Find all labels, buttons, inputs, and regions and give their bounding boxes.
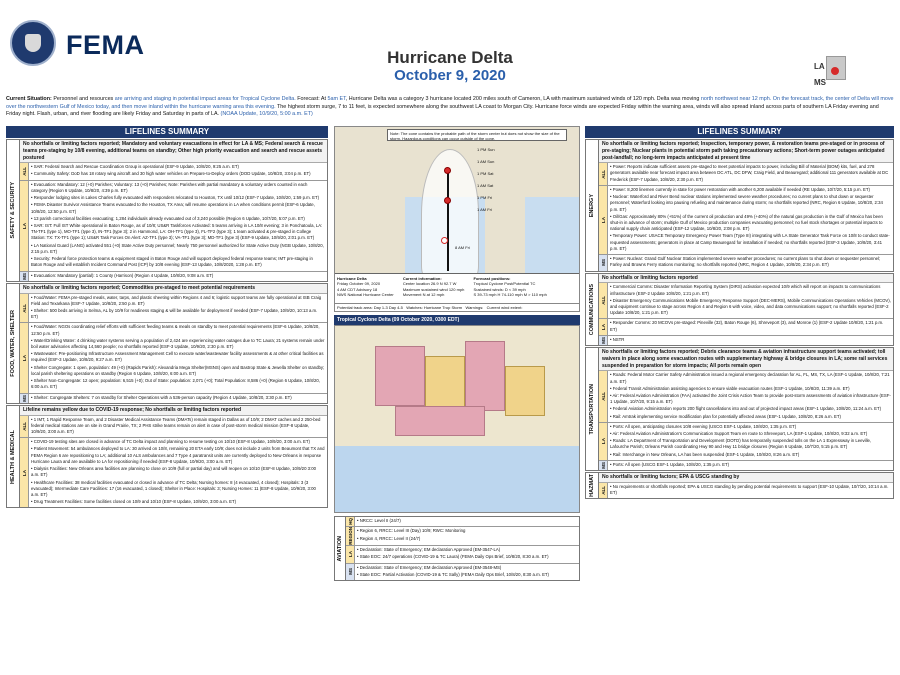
food-label: FOOD, WATER, SHELTER bbox=[10, 309, 16, 377]
hazmat-sector bbox=[585, 472, 894, 499]
comms-ms-list bbox=[610, 337, 891, 343]
bullet-item: • Rail: Amtrak implementing service modification plan for potentially affected areas (ESF-1 Update, 10/8/20, 8:26 a.m. ET) bbox=[610, 414, 891, 420]
bullet-item: • Roads: LA Department of Transportation and Development (DOTD) has temporarily suspended tolls on the LA 1 Expressway in Leeville, Lafourche Parish; Orleans Parish coordinating Hwy 90 and Hwy 11 bridge closures (Region 6 Update, 10/7/20, 5:15 p.m. ET) bbox=[610, 438, 891, 450]
time-label: 1 PM Sun bbox=[477, 147, 495, 152]
ops-label-cell bbox=[335, 517, 346, 580]
lifelines-title-left: LIFELINES SUMMARY bbox=[6, 126, 328, 138]
energy-la-list bbox=[610, 187, 891, 252]
communications-sector bbox=[585, 273, 894, 347]
forecast-point-icon bbox=[444, 197, 451, 204]
bullet-item: • Declaration: State of Emergency; EM declaration Approved (EM-3547-LA) bbox=[357, 547, 577, 553]
energy-label-cell bbox=[586, 140, 599, 271]
bullet-item: • Commercial Comms: Disaster Information Reporting System (DIRS) activation expected 10/9 which will report on impacts to communications infrastructure (ESF-2 Update 10/8/20, 1:21 p.m. ET) bbox=[610, 284, 891, 296]
bullet-item: • Declaration: State of Emergency; EM declaration Approved (EM-3548-MS) bbox=[357, 565, 577, 571]
legend-wind-extent: Current wind extent: bbox=[486, 305, 523, 310]
tag-hq-label: HQ bbox=[347, 518, 353, 526]
food-label-cell bbox=[7, 284, 20, 403]
tag-la bbox=[346, 546, 355, 562]
bullet-item: • Federal Aviation Administration reports 200 flight cancellations into and out of projected impact areas (ESF-1 Update, 10/8/20, 11:24 a.m. ET) bbox=[610, 406, 891, 412]
bullet-item: • Dialysis Facilities: New Orleans area facilities are planning to close on 10/9 (full or partial day) and will reopen on 10/10 (ESF-8 Update, 10/9/20 3:00 a.m. ET) bbox=[31, 466, 325, 478]
county-area bbox=[375, 346, 425, 406]
bullet-item: • SAR: IST: Full IST White operational in Baton Rouge, as of 10/8; US&R Taskforces Activated: 5 teams arriving in LA 10/8 evening; 3 in Ponchatoula, LA: TN-TF1 (type 1), MO-TF1 (type 3), IN-TF1 (type 3); 2 in Hammond, LA: OH-TF1 (type 3), FL-TF2 (type 3); 1 team activated & pre-staged in College Station: TX: TX-TF1 (type 1); US&R Task Forces On Alert: AZ-TF1 (type 3); VA-TF1 (type 3); MD-TF1 (type 3) (ESF-9 Update, 10/9/20, 2:01 p.m. ET) bbox=[31, 223, 325, 242]
legend-current: Current information: bbox=[402, 276, 442, 281]
bullet-item: • Food/Water: NGOs coordinating relief efforts with sufficient feeding teams & meals on standby to meet potential requirements (ESF-6 Update, 10/8/20, 12:50 p.m. ET) bbox=[31, 324, 325, 336]
county-area bbox=[465, 341, 505, 411]
tag-all bbox=[20, 416, 29, 438]
bullet-item: • Oil/Gas: Approximately 80% (+51%) of the current oil production and 49% (+40%) of the natural gas production in the Gulf of Mexico has been shut-in in advance of storm; multiple Gulf of Mexico production companies evacuating personnel; no fuel stock shortages or potential impacts to national supply chain anticipated (ESF-12 Update, 10/8/20, 2:08 p.m. ET) bbox=[610, 214, 891, 233]
hazmat-label-cell bbox=[586, 473, 599, 498]
bullet-item: • LA National Guard (LANG) activated 551 (+0) State Active Duty personnel; Nearly 750 personnel authorized for State Active Duty (NGB Update, 10/8/20, 2:15 p.m. ET) bbox=[31, 243, 325, 255]
safety-la-list bbox=[31, 182, 325, 269]
current-situation-label: Current Situation: bbox=[6, 96, 52, 102]
legend-col-2 bbox=[403, 276, 465, 298]
bullet-item: • Power: 8,200 linemen currently in state for power restoration with another 6,200 available if needed (RE Update, 10/7/20, 5:15 p.m. ET) bbox=[610, 187, 891, 193]
bullet-item: • Responder lodging sites in Lakes Charles fully evacuated with responders relocated to Houston, TX until 10/12 (ESF-7 Update, 10/8/20, 1:59 p.m. ET) bbox=[31, 195, 325, 201]
time-label: 1 AM Fri bbox=[477, 207, 492, 212]
legend-fp3: Sustained winds: bbox=[473, 286, 504, 292]
bullet-item: • COVID-19 testing sites are closed in advance of TC Delta impact and planning to resume testing on 10/10 (ESF-8 Update, 10/9/20, 3:00 a.m. ET) bbox=[31, 439, 325, 445]
tag-ms bbox=[20, 272, 29, 281]
ms-label: MS bbox=[814, 78, 826, 87]
bullet-item: • Roads: Federal Motor Carrier Safety Administration issued a regional emergency declaration for AL, FL, MS, TX, LA (ESF-1 Update, 10/8/20, 7:21 a.m. ET) bbox=[610, 372, 891, 384]
county-map-title: Tropical Cyclone Delta (09 October 2020, 0300 EDT) bbox=[334, 315, 580, 325]
bullet-item: • Food/Water: FEMA pre-staged meals, water, tarps, and plastic sheeting within Regions 4 and 6; logistic support teams are fully operational at ISB Craig Field and Texarkana (ESF-7 Update, 10/8/20, 2:50 p.m. ET) bbox=[31, 295, 325, 307]
tag-all-label: ALL bbox=[600, 486, 606, 495]
lifelines-left-column bbox=[6, 126, 328, 509]
legend-watches: Watches: bbox=[406, 305, 423, 310]
cs-text-1-blue: are arriving and staging in potential impact areas for Tropical Cyclone Delta. bbox=[114, 96, 296, 102]
hazmat-label: HAZMAT bbox=[589, 474, 595, 498]
ops-hq-list bbox=[357, 518, 577, 524]
header bbox=[0, 0, 900, 88]
tag-all-label: ALL bbox=[600, 392, 606, 401]
hazmat-head: No shortfalls or limiting factors; EPA & USCG standing by bbox=[599, 473, 893, 483]
bullet-item: • Healthcare Facilities: 38 medical facilities evacuated or closed in advance of TC Delta; Nursing homes: 8 (4 evacuated, 4 closed); Hospitals: 3 (3 evacuated); Intermediate Care Facilities: 17 (16 evacuated, 1 closed); Shelter in Place: Hospitals: 3; Nursing Homes: 11 (ESF-8 Update, 10/9/20, 3:00 a.m. ET) bbox=[31, 480, 325, 499]
safety-head: No shortfalls or limiting factors reported; Mandatory and voluntary evacuations in effect for LA & MS; Federal search & rescue teams pre-staging by 10/8 evening, additional teams on standby; Other high priority evacuation and search and rescue assets postured bbox=[20, 140, 327, 163]
food-la-list bbox=[31, 324, 325, 390]
land-florida bbox=[485, 187, 525, 277]
legend-col-1 bbox=[337, 276, 394, 298]
legend-day13: Day 1-3 bbox=[373, 305, 388, 310]
tag-ms bbox=[599, 336, 608, 345]
tag-la bbox=[20, 181, 29, 271]
bullet-item: • Air: Federal Aviation Administration (FAA) activated the Joint Crisis Action Team to provide post-storm assessments of aviation infrastructure (ESF-1 Update, 10/7/20, 9:15 a.m. ET) bbox=[610, 393, 891, 405]
tag-hq bbox=[346, 517, 355, 526]
bullet-item: • Ports: All open (USCG ESF-1 Update, 10/8/20, 1:35 p.m. ET) bbox=[610, 462, 891, 468]
bullet-item: • Shelter: 500 beds arriving in Selma, AL by 10/9 for readiness staging & will be available for deployment if needed (ESF-7 Update, 10/9/20, 10:13 a.m. ET) bbox=[31, 308, 325, 320]
tag-la-label: LA bbox=[21, 469, 27, 476]
bullet-item: • 13 parish correctional facilities evacuating; 1,284 individuals already evacuated out of 3,240 possible (Region 6 Update, 10/7/20, 5:07 p.m. ET) bbox=[31, 216, 325, 222]
tag-la-label: LA bbox=[600, 438, 606, 445]
fema-logo: FEMA bbox=[66, 30, 145, 60]
tag-la-label: LA bbox=[21, 354, 27, 361]
bullet-item: • Patient Movement: 54 ambulances deployed to LA: 30 arrived on 10/8, remaining 20 ETA early 10/9; does not include 2 units from Beaumont that TX and FEMA Region 6 are repositioning to LA; additional 10 ALS ambulances and 7 Type 4 paratransit units are currently deployed to New Orleans in response Hurricane Laura and are available to LA for repositioning if needed (ESF-8 Update, 10/9/20, 3:00 a.m. ET) bbox=[31, 446, 325, 465]
tag-all-label: ALL bbox=[600, 169, 606, 179]
health-label: HEALTH & MEDICAL bbox=[10, 429, 16, 484]
ops-ms-list bbox=[357, 565, 577, 578]
cone-legend-bottom bbox=[334, 304, 580, 312]
bullet-item: • Water/Drinking Water: 4 drinking water systems serving a population of 2,424 are experiencing water outages due to TC Laura; 21 systems remain under boil water advisories affecting 14,560 people; no shortfalls reported (ESF-3 Update, 10/9/20, 2:30 p.m. ET) bbox=[31, 338, 325, 350]
comms-all-list bbox=[610, 284, 891, 316]
comms-label-cell bbox=[586, 274, 599, 346]
ops-region-list bbox=[357, 528, 577, 541]
tag-la bbox=[20, 438, 29, 507]
tag-ms-label: MS bbox=[600, 259, 606, 267]
ops-la-list bbox=[357, 547, 577, 560]
tag-ms bbox=[20, 394, 29, 403]
safety-security-sector bbox=[6, 139, 328, 282]
cs-source: (NOAA Update, 10/9/20, 5:00 a.m. ET) bbox=[219, 111, 313, 118]
legend-movement: Movement N at 12 mph bbox=[402, 292, 445, 298]
page-title: Hurricane Delta bbox=[387, 48, 513, 67]
legend-nws: NWS National Hurricane Center bbox=[337, 292, 394, 298]
ops-label: AVIATION bbox=[337, 535, 343, 562]
bullet-item: • SAR: Federal Search and Rescue Coordination Group is operational (ESF-9 Update, 10/8/20, 9:25 a.m. ET) bbox=[31, 164, 325, 170]
transportation-sector bbox=[585, 347, 894, 471]
legend-title: Hurricane Delta bbox=[337, 276, 367, 281]
bullet-item: • Disaster Emergency Communications Mobile Emergency Response Support (DEC-MERS), Mobile Communications Operations Vehicles (MCOV), and equipment continue to stage across Region 4 and Region 6 with voice, video, and data communications support; no shortfalls reported (ESF-2 Update 10/8/20, 1:21 p.m. ET) bbox=[610, 298, 891, 317]
bullet-item: • Shelter: Congregate Shelters: 7 on standby for Shelter Operations with a 536-person capacity (Region 4 Update, 10/8/20, 3:30 p.m. ET) bbox=[31, 395, 325, 401]
bullet-item: • Ports: All open, anticipating closures 10/8 evening (USCG ESF-1 Update, 10/8/20, 1:35 p.m. ET) bbox=[610, 424, 891, 430]
tag-ms bbox=[599, 255, 608, 270]
bullet-item: • State EOC: 24/7 operations (COVID-19 & TC Laura) (FEMA Daily Ops Brief, 10/8/20, 8:30 a.m. ET) bbox=[357, 554, 577, 560]
ms-locator-map bbox=[814, 78, 850, 88]
food-water-shelter-sector bbox=[6, 283, 328, 404]
health-medical-sector bbox=[6, 405, 328, 509]
legend-adv: 4 AM CDT Advisory 18 bbox=[337, 286, 378, 292]
food-all-list bbox=[31, 295, 325, 321]
time-label: 1 PM Fri bbox=[477, 195, 493, 200]
energy-ms-list bbox=[610, 256, 891, 268]
energy-label: ENERGY bbox=[589, 193, 595, 217]
legend-date: Friday October 09, 2020 bbox=[337, 281, 381, 287]
time-label: 1 PM Sat bbox=[477, 171, 494, 176]
comms-head: No shortfalls or limiting factors reported bbox=[599, 274, 893, 284]
tag-all bbox=[599, 283, 608, 318]
bullet-item: • Responder Comms: 20 MCOVs pre-staged: Pineville (32), Baton Rouge (6), Shreveport (3), and Monroe (1) (ESF-2 Update 10/8/20, 1:21 p.m. ET) bbox=[610, 320, 891, 332]
land-mexico bbox=[335, 187, 405, 277]
bullet-item: • No requirements or shortfalls reported; EPA & USCG standing by pending potential requirements to support (ESF-10 Update, 10/7/20, 10:14 a.m. ET) bbox=[610, 484, 891, 496]
tag-all bbox=[599, 483, 608, 498]
energy-sector bbox=[585, 139, 894, 272]
transport-ms-list bbox=[610, 462, 891, 468]
forecast-track bbox=[447, 171, 449, 271]
bullet-item: • Shelter Congregate: 1 open, population: 49 (+0) (Rapids Parish): Alexandria Mega Shelter(MSNS) open and Bastrop State & Jewella Shelter on standby; local parish sheltering operations on standby (Region 6 Update, 10/8/20, 6:00 a.m. ET) bbox=[31, 365, 325, 377]
energy-head: No shortfalls or limiting factors reported; Inspection, temporary power, & restoration teams pre-staged or in process of pre-staging; Nuclear plants in potential storm path taking precautionary actions; Short-term power outages anticipated post-landfall; no long-term impacts anticipated at present time bbox=[599, 140, 893, 163]
bullet-item: • Evacuation: Mandatory (partial): 1 County (Harrison) (Region 4 Update, 10/8/20, 9:08 a.m. ET) bbox=[31, 273, 325, 279]
legend-day45: Day 4-5 bbox=[388, 305, 403, 310]
nhc-cone-map bbox=[334, 126, 580, 304]
transport-la-list bbox=[610, 424, 891, 458]
legend-wind: Maximum sustained wind 120 mph bbox=[402, 286, 465, 292]
ops-status-table bbox=[334, 516, 580, 581]
tag-all bbox=[20, 163, 29, 179]
bullet-item: • Security: Federal force protection teams & equipment staged in Baton Rouge and will support deployed federal response teams; IMT pre-staging in Baton Rouge and will establish Incident Command Post (ICP) by 10/8 evening (ESF-13 Update, 10/8/2020, 1:28 p.m. ET) bbox=[31, 256, 325, 268]
tag-ms bbox=[346, 564, 355, 580]
transport-all-list bbox=[610, 372, 891, 420]
tag-la bbox=[599, 319, 608, 334]
health-label-cell bbox=[7, 406, 20, 508]
comms-label: COMMUNICATIONS bbox=[589, 283, 595, 335]
safety-label: SAFETY & SECURITY bbox=[10, 182, 16, 239]
tag-ms bbox=[599, 461, 608, 470]
cone-legend bbox=[335, 273, 580, 303]
page-date: October 9, 2020 bbox=[394, 67, 506, 84]
time-label: 1 AM Sun bbox=[477, 159, 495, 164]
food-ms-list bbox=[31, 395, 325, 401]
comms-la-list bbox=[610, 320, 891, 332]
maps-column bbox=[334, 126, 580, 582]
legend-tropstorm: Trop Storm bbox=[442, 305, 463, 310]
tag-all bbox=[20, 294, 29, 323]
tag-all-label: ALL bbox=[600, 296, 606, 306]
forecast-point-icon bbox=[444, 167, 451, 174]
bullet-item: • Power: Reports indicate sufficient assets pre-staged to meet potential impacts to power, including Bill of Material (BOM) kits, fuel, and 278 generators available near forecast impact area between DC ATL, DC DFW, Craig Field, and Beauregard; additional 111 generators available at DC Frederick (ESF-7 Update, 10/8/20, 2:30 p.m. ET) bbox=[610, 164, 891, 183]
bullet-item: • Shelter Non-Congregate: 12 open; population: 6,515 (+0); Out of State: population: 2,071 (+0); Total Population: 8,586 (+0) (Region 6 Update, 10/8/20, 6:00 a.m. ET) bbox=[31, 378, 325, 390]
cs-text-3-blue: north northwest near 12 mph. On the forecast track, the center of Delta will move over the northwestern Gulf of Mexico today, and then move inland within the hurricane warning area this evening. bbox=[6, 96, 894, 110]
cs-text-3: , Hurricane Delta was a category 3 hurricane located 200 miles south of Cameron, LA with maximum sustained winds of 120 mph. Delta was moving bbox=[345, 96, 701, 102]
tag-la-label: LA bbox=[600, 217, 606, 223]
bullet-item: • Region 4, RRCC: Level II (24/7) bbox=[357, 536, 577, 542]
tag-la-label: LA bbox=[21, 222, 27, 229]
legend-center: Center location 26.9 N 92.7 W bbox=[402, 281, 457, 287]
legend-fp5: S 39-73 mph H 74-110 mph M > 110 mph bbox=[473, 292, 547, 298]
tag-ms-label: MS bbox=[21, 272, 27, 280]
tag-la bbox=[599, 423, 608, 460]
health-la-list bbox=[31, 439, 325, 505]
tag-all-label: ALL bbox=[21, 303, 27, 313]
legend-warnings: Warnings: bbox=[465, 305, 484, 310]
current-position-icon bbox=[441, 237, 448, 244]
tag-all-label: ALL bbox=[21, 167, 27, 176]
legend-fp2: Post/Potential TC bbox=[504, 281, 536, 287]
safety-all-list bbox=[31, 164, 325, 177]
cs-text-4: The highest storm surge, 7 to 11 feet, is expected somewhere along the southwest LA coast to Morgan City. Hurricane force winds are expected Friday within the warning area, winds will also spread inland across parts of southern LA Friday evening and Friday night. Flash, urban, and river flooding are likely Friday and Saturday in parts of LA. bbox=[6, 103, 879, 118]
hazmat-all-list bbox=[610, 484, 891, 496]
safety-ms-list bbox=[31, 273, 325, 279]
tag-region bbox=[346, 527, 355, 545]
bullet-item: • Rail: Interchange in New Orleans, LA has been suspended (ESF-1 Update, 10/8/20, 8:26 a.m. ET) bbox=[610, 452, 891, 458]
bullet-item: • Community Safety: DoD has 18 rotary wing aircraft and 30 high water vehicles on Prepare-to-Deploy orders (DOD Update, 10/8/20, 3:04 p.m. ET) bbox=[31, 171, 325, 177]
bullet-item: • FEMA Disaster Survivor Assistance Teams evacuated to the Houston, TX Area; will resume operations in LA when conditions permit (ESF-6 Update, 10/8/20, 12:50 p.m. ET) bbox=[31, 202, 325, 214]
time-label: 8 AM Fri bbox=[455, 245, 470, 250]
bullet-item: • Temporary Power: USACE Temporary Emergency Power Team (Type III) integrating with LA State Generator Task Force on 10/8 to conduct state-requested assessments; generators in place at Camp Beauregard for installation if needed; no shortfalls reported (ESF-3 Update, 10/8/20, 3:41 p.m. ET) bbox=[610, 233, 891, 252]
lifelines-title-right: LIFELINES SUMMARY bbox=[585, 126, 894, 138]
transport-label-cell bbox=[586, 348, 599, 470]
county-area bbox=[505, 366, 545, 416]
bullet-item: • Drug Treatment Facilities: Some facilities closed on 10/9 and 10/10 (ESF-8 Update, 10/9/20, 3:00 a.m. ET) bbox=[31, 499, 325, 505]
tag-ms-label: MS bbox=[21, 394, 27, 402]
tag-ms-label: MS bbox=[600, 337, 606, 344]
legend-col-3 bbox=[474, 276, 547, 298]
bullet-item: • Air: Federal Aviation Administration's Communication Support Team en route to Shreveport, LA (ESF-1 Update, 10/8/20, 9:32 a.m. ET) bbox=[610, 431, 891, 437]
cs-text-2-blue: 5am ET bbox=[327, 96, 346, 102]
tag-la bbox=[20, 323, 29, 392]
energy-all-list bbox=[610, 164, 891, 183]
cone-note: Note: The cone contains the probable path of the storm center but does not show the size of the storm. Hazardous conditions can occur outside of the cone. bbox=[387, 129, 567, 141]
tag-ms-label: MS bbox=[600, 462, 606, 469]
tag-region-label: REGION bbox=[347, 527, 353, 546]
tag-la-label: LA bbox=[600, 324, 606, 331]
bullet-item: • Region 6, RRCC: Level III (Day) 10/9; RWC: Monitoring bbox=[357, 528, 577, 534]
tag-all bbox=[599, 371, 608, 422]
legend-hurricane: Hurricane bbox=[423, 305, 442, 310]
bullet-item: • NRCC: Level II (24/7) bbox=[357, 518, 577, 524]
bullet-item: • Wastewater: Pre-positioning Infrastructure Assessment Management Cell to execute water/wastewater facility assessments & at other critical facilities as required (ESF-3 Update, 10/8/20, 9:27 a.m. ET) bbox=[31, 351, 325, 363]
la-map-icon bbox=[826, 56, 846, 80]
cs-text-1: Personnel and resources bbox=[51, 96, 115, 102]
tag-la-label: LA bbox=[347, 551, 353, 558]
la-label: LA bbox=[814, 62, 825, 71]
legend-fp: Forecast positions: bbox=[473, 276, 511, 281]
transport-label: TRANSPORTATION bbox=[589, 383, 595, 435]
bullet-item: • NSTR bbox=[610, 337, 891, 343]
lifelines-right-column bbox=[585, 126, 894, 500]
bullet-item: • State EOC: Partial Activation (COVID-19 & TC Sally) (FEMA Daily Ops Brief, 10/8/20, 8:30 a.m. ET) bbox=[357, 572, 577, 578]
cs-text-2: Forecast: At bbox=[295, 96, 328, 102]
county-declaration-map bbox=[334, 325, 580, 513]
tag-ms-label: MS bbox=[347, 568, 353, 576]
tag-all-label: ALL bbox=[21, 421, 27, 431]
tag-la bbox=[599, 186, 608, 254]
bullet-item: • Evacuation: Mandatory: 12 (+0) Parishes; Voluntary: 13 (+0) Parishes; Note: Parishes with partial mandatory & voluntary orders counted in each category (Region 6 Update, 10/8/20, 4:39 p.m. ET) bbox=[31, 182, 325, 194]
health-head: Lifeline remains yellow due to COVID-19 response; No shortfalls or limiting factors reported bbox=[20, 406, 327, 416]
county-area bbox=[395, 406, 485, 436]
bullet-item: • Nuclear: Waterford and River Bend nuclear stations implemented severe weather procedures; no current plans to shut down or sequester personnel; Waterford looking into pausing refueling and maintenance during storm; no shortfalls reported (NRC, Region 6 Update, 10/8/20, 2:34 p.m. ET) bbox=[610, 194, 891, 213]
legend-fp4: D < 39 mph bbox=[504, 286, 526, 292]
bullet-item: • Federal Transit Administration assisting agencies to ensure viable evacuation routes (ESF-1 Update, 10/8/20, 11:39 a.m. ET) bbox=[610, 386, 891, 392]
tag-all bbox=[599, 163, 608, 185]
legend-track-area: Potential track area: bbox=[337, 305, 373, 310]
time-label: 1 AM Sat bbox=[477, 183, 494, 188]
food-head: No shortfalls or limiting factors reported; Commodities pre-staged to meet potential requirements bbox=[20, 284, 327, 294]
bullet-item: • 1 IMT, 1 Rapid Response Team, and 2 Disaster Medical Assistance Teams (DMATs) remain staged in Dallas as of 10/9; 2 DMAT caches and 2 250-bed federal medical stations are on site in Grand Prairie, TX; 2 PHS strike teams remain on alert in case of post-storm medical mission (ESF-8 Update, 10/9/20, 3:00 a.m. ET) bbox=[31, 417, 325, 436]
safety-label-cell bbox=[7, 140, 20, 281]
bullet-item: • Power: Nuclear: Grand Gulf Nuclear Station implemented severe weather procedures; no current plans to shut down or sequester personnel; Farley and Browns Ferry stations monitoring; no shortfalls reported (NRC, Region 4 Update, 10/8/20, 2:34 p.m. ET) bbox=[610, 256, 891, 268]
current-situation bbox=[6, 96, 894, 120]
legend-fp1: Tropical Cyclone bbox=[473, 281, 504, 287]
health-all-list bbox=[31, 417, 325, 436]
transport-head: No shortfalls or limiting factors reported; Debris clearance teams & aviation infrastructure support teams activated; toll waivers in place along some evacuation routes with supplementary highway & bridge closures in LA; some rail services suspended in preparation for storm impacts; All ports remain open bbox=[599, 348, 893, 371]
